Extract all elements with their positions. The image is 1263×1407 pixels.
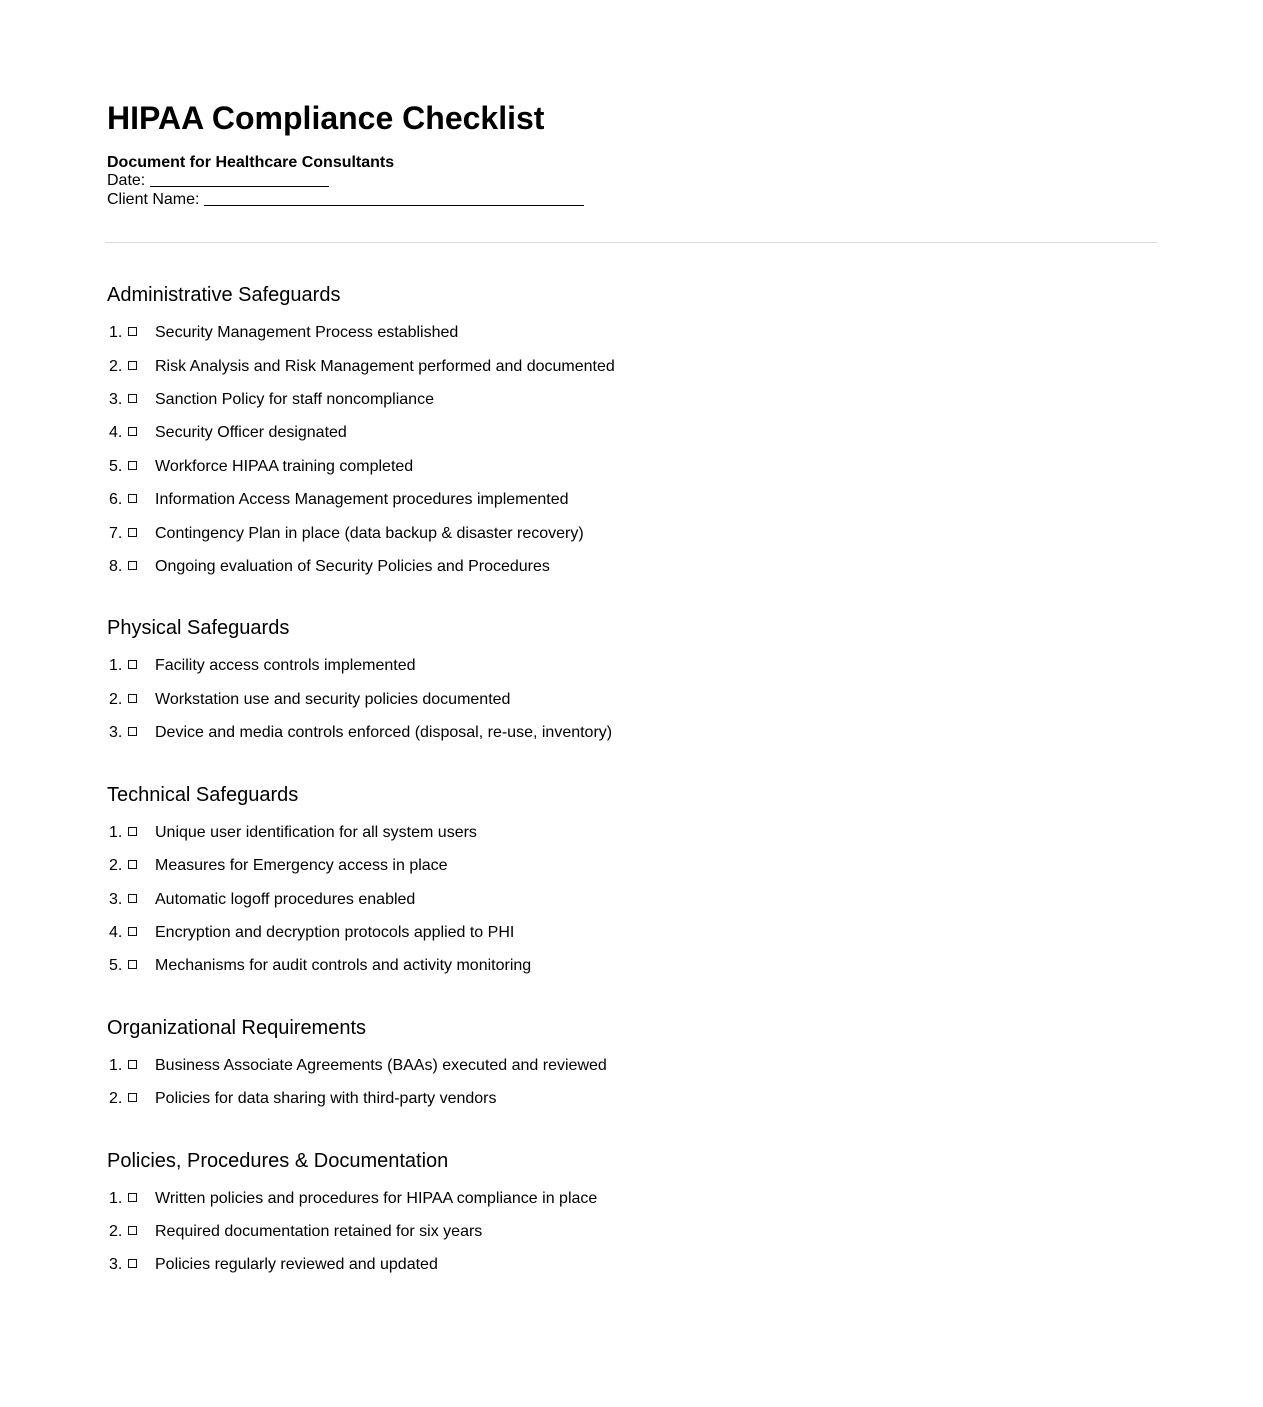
item-number: 1.	[109, 1189, 123, 1207]
client-name-label: Client Name:	[107, 190, 200, 208]
checklist-item	[109, 1256, 1157, 1274]
divider	[105, 242, 1157, 243]
item-label: Business Associate Agreements (BAAs) executed and reviewed	[155, 1056, 607, 1074]
item-number: 3.	[109, 391, 123, 409]
checkbox[interactable]	[128, 561, 137, 570]
item-number: 6.	[109, 491, 123, 509]
item-label: Security Management Process established	[155, 324, 459, 342]
page-title: HIPAA Compliance Checklist	[107, 100, 545, 136]
section-heading: Organizational Requirements	[107, 1016, 367, 1039]
item-number: 8.	[109, 558, 123, 576]
item-number: 5.	[109, 957, 123, 975]
checklist-item	[109, 391, 1157, 409]
section-policies-procedures-documentation	[107, 1150, 1157, 1275]
item-label: Policies regularly reviewed and updated	[155, 1256, 438, 1274]
item-number: 2.	[109, 357, 123, 375]
item-number: 3.	[109, 1256, 123, 1274]
section-heading: Physical Safeguards	[107, 617, 290, 640]
item-label: Workforce HIPAA training completed	[155, 457, 414, 475]
checkbox[interactable]	[128, 894, 137, 903]
item-number: 2.	[109, 690, 123, 708]
checklist	[107, 657, 1157, 742]
checkbox[interactable]	[128, 727, 137, 736]
checkbox[interactable]	[128, 1259, 137, 1268]
checklist	[107, 824, 1157, 976]
section-heading: Policies, Procedures & Documentation	[107, 1149, 449, 1172]
checkbox[interactable]	[128, 694, 137, 703]
item-label: Information Access Management procedures implemented	[155, 491, 569, 509]
document-subtitle: Document for Healthcare Consultants	[107, 154, 395, 171]
item-label: Security Officer designated	[155, 424, 347, 442]
checklist-item	[109, 824, 1157, 842]
checklist-item	[109, 1190, 1157, 1208]
item-number: 1.	[109, 823, 123, 841]
checklist	[107, 1057, 1157, 1109]
checklist	[107, 1190, 1157, 1275]
checkbox[interactable]	[128, 827, 137, 836]
item-label: Risk Analysis and Risk Management performed and documented	[155, 357, 615, 375]
item-label: Ongoing evaluation of Security Policies and Procedures	[155, 558, 550, 576]
item-label: Required documentation retained for six years	[155, 1222, 483, 1240]
checkbox[interactable]	[128, 927, 137, 936]
checklist-item	[109, 491, 1157, 509]
section-administrative-safeguards	[107, 284, 1157, 576]
date-fill-line	[150, 173, 329, 187]
item-label: Encryption and decryption protocols applied to PHI	[155, 923, 515, 941]
checklist-item	[109, 724, 1157, 742]
client-name-fill-line	[204, 192, 584, 206]
date-label: Date:	[107, 172, 146, 190]
checklist-item	[109, 424, 1157, 442]
section-physical-safeguards	[107, 617, 1157, 742]
checkbox[interactable]	[128, 960, 137, 969]
checkbox[interactable]	[128, 1193, 137, 1202]
checklist-item	[109, 924, 1157, 942]
item-number: 3.	[109, 890, 123, 908]
item-number: 1.	[109, 1056, 123, 1074]
checkbox[interactable]	[128, 427, 137, 436]
checklist-item	[109, 558, 1157, 576]
checklist-item	[109, 1057, 1157, 1075]
date-row	[107, 172, 1157, 190]
item-label: Mechanisms for audit controls and activity monitoring	[155, 957, 532, 975]
item-number: 3.	[109, 724, 123, 742]
item-number: 1.	[109, 324, 123, 342]
item-number: 4.	[109, 923, 123, 941]
checkbox[interactable]	[128, 327, 137, 336]
checkbox[interactable]	[128, 1226, 137, 1235]
checkbox[interactable]	[128, 361, 137, 370]
document-meta	[107, 154, 1157, 209]
section-organizational-requirements	[107, 1017, 1157, 1109]
item-label: Automatic logoff procedures enabled	[155, 890, 416, 908]
item-number: 4.	[109, 424, 123, 442]
checkbox[interactable]	[128, 494, 137, 503]
item-number: 2.	[109, 1090, 123, 1108]
checklist-item	[109, 525, 1157, 543]
item-label: Written policies and procedures for HIPAA compliance in place	[155, 1189, 598, 1207]
item-label: Facility access controls implemented	[155, 657, 416, 675]
section-heading: Administrative Safeguards	[107, 284, 341, 307]
section-heading: Technical Safeguards	[107, 783, 299, 806]
item-label: Sanction Policy for staff noncompliance	[155, 391, 434, 409]
item-number: 2.	[109, 857, 123, 875]
checklist-item	[109, 358, 1157, 376]
checklist-item	[109, 691, 1157, 709]
checklist-item	[109, 458, 1157, 476]
item-number: 7.	[109, 524, 123, 542]
checklist-item	[109, 891, 1157, 909]
item-label: Workstation use and security policies documented	[155, 690, 511, 708]
item-number: 2.	[109, 1222, 123, 1240]
checkbox[interactable]	[128, 528, 137, 537]
checkbox[interactable]	[128, 394, 137, 403]
item-number: 1.	[109, 657, 123, 675]
checklist-item	[109, 324, 1157, 342]
section-technical-safeguards	[107, 784, 1157, 976]
checkbox[interactable]	[128, 461, 137, 470]
client-name-row	[107, 191, 1157, 209]
checklist-item	[109, 1090, 1157, 1108]
checkbox[interactable]	[128, 1093, 137, 1102]
checkbox[interactable]	[128, 1060, 137, 1069]
item-label: Device and media controls enforced (disposal, re-use, inventory)	[155, 724, 613, 742]
checklist-item	[109, 657, 1157, 675]
item-number: 5.	[109, 457, 123, 475]
checklist-item	[109, 957, 1157, 975]
checkbox[interactable]	[128, 860, 137, 869]
checkbox[interactable]	[128, 660, 137, 669]
item-label: Measures for Emergency access in place	[155, 857, 448, 875]
item-label: Policies for data sharing with third-party vendors	[155, 1090, 497, 1108]
checklist	[107, 324, 1157, 576]
item-label: Unique user identification for all system users	[155, 823, 477, 841]
item-label: Contingency Plan in place (data backup & disaster recovery)	[155, 524, 584, 542]
checklist-item	[109, 1223, 1157, 1241]
checklist-item	[109, 857, 1157, 875]
